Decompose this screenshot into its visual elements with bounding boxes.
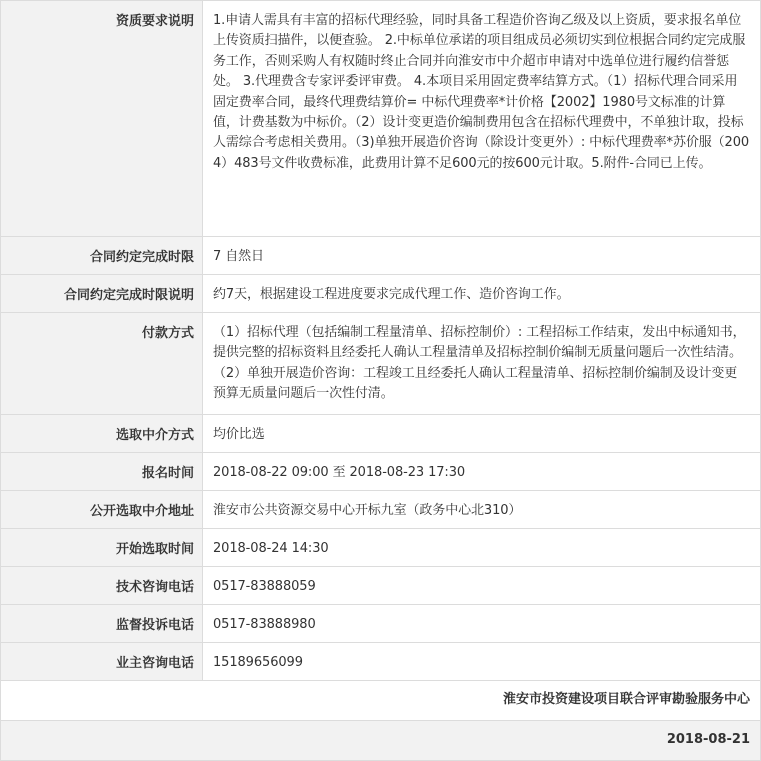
row-address: [0, 491, 761, 529]
value-owner-phone: 15189656099: [203, 643, 761, 680]
label-deadline: 合同约定完成时限: [0, 237, 203, 274]
row-tech-phone: [0, 567, 761, 605]
label-address: 公开选取中介地址: [0, 491, 203, 528]
label-selection-method: 选取中介方式: [0, 415, 203, 452]
label-qualification: 资质要求说明: [0, 1, 203, 236]
row-qualification: [0, 1, 761, 237]
row-registration-time: [0, 453, 761, 491]
label-start-time: 开始选取时间: [0, 529, 203, 566]
value-tech-phone: 0517-83888059: [203, 567, 761, 604]
footer-org: 淮安市投资建设项目联合评审勘验服务中心: [502, 692, 750, 707]
label-registration-time: 报名时间: [0, 453, 203, 490]
value-start-time: 2018-08-24 14:30: [203, 529, 761, 566]
footer-org-row: [0, 681, 761, 721]
value-deadline: 7 自然日: [203, 237, 761, 274]
row-start-time: [0, 529, 761, 567]
row-owner-phone: [0, 643, 761, 681]
label-complaint-phone: 监督投诉电话: [0, 605, 203, 642]
value-registration-time: 2018-08-22 09:00 至 2018-08-23 17:30: [203, 453, 761, 490]
label-deadline-note: 合同约定完成时限说明: [0, 275, 203, 312]
row-complaint-phone: [0, 605, 761, 643]
row-selection-method: [0, 415, 761, 453]
row-payment: [0, 313, 761, 415]
label-owner-phone: 业主咨询电话: [0, 643, 203, 680]
row-deadline: [0, 237, 761, 275]
footer-date: 2018-08-21: [666, 732, 750, 747]
value-qualification: 1.申请人需具有丰富的招标代理经验，同时具备工程造价咨询乙级及以上资质，要求报名单位上传资质扫描件，以便查验。 2.中标单位承诺的项目组成员必须切实到位根据合同约定完成服务工作，否则采购人有权随时终止合同并向淮安市中介超市申请对中选单位进行履约信誉惩处。 3.代理费含专家评委评审费。 4.本项目采用固定费率结算方式。（1）招标代理合同采用固定费率合同，最终代理费结算价= 中标代理费率*计价格【2002】1980号文标准的计算值，计费基数为中标价。（2）设计变更造价编制费用包含在招标代理费中，不单独计取，投标人需综合考虑相关费用。（3)单独开展造价咨询（除设计变更外）: 中标代理费率*苏价服（2004）483号文件收费标准，此费用计算不足600元的按600元计取。5.附件-合同已上传。: [203, 1, 761, 236]
value-selection-method: 均价比选: [203, 415, 761, 452]
value-payment: （1）招标代理（包括编制工程量清单、招标控制价）: 工程招标工作结束，发出中标通知书，提供完整的招标资料且经委托人确认工程量清单及招标控制价编制无质量问题后一次性结清。（2）单独开展造价咨询：工程竣工且经委托人确认工程量清单、招标控制价编制及设计变更预算无质量问题后一次性付清。: [203, 313, 761, 414]
label-tech-phone: 技术咨询电话: [0, 567, 203, 604]
value-deadline-note: 约7天，根据建设工程进度要求完成代理工作、造价咨询工作。: [203, 275, 761, 312]
value-complaint-phone: 0517-83888980: [203, 605, 761, 642]
row-deadline-note: [0, 275, 761, 313]
label-payment: 付款方式: [0, 313, 203, 414]
value-address: 淮安市公共资源交易中心开标九室（政务中心北310）: [203, 491, 761, 528]
footer-date-row: [0, 721, 761, 761]
